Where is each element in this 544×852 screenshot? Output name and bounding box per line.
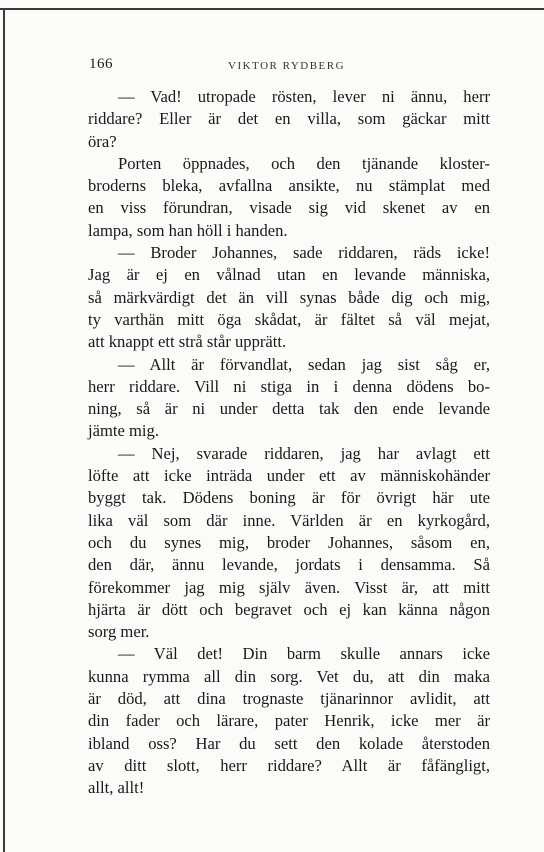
text-line: en viss förundran, visade sig vid skenet av en: [88, 198, 490, 218]
text-line: jämte mig.: [88, 421, 159, 441]
text-line: så märkvärdigt det än vill synas både dig och mig,: [88, 287, 490, 307]
text-line: den där, ännu levande, jordats i densamma. Så: [88, 555, 490, 575]
text-line: av ditt slott, herr riddare? Allt är fåfängligt,: [88, 755, 490, 775]
text-line: löfte att icke inträda under ett av människohänder: [88, 466, 490, 486]
text-line: hjärta är dött och begravet och ej kan känna någon: [88, 599, 490, 619]
text-line: ning, så är ni under detta tak den ende levande: [88, 399, 490, 419]
text-line: kunna rymma all din sorg. Vet du, att din maka: [88, 666, 490, 686]
text-line: lampa, som han höll i handen.: [88, 220, 288, 240]
text-line: din fader och lärare, pater Henrik, icke mer är: [88, 711, 490, 731]
text-line: herr riddare. Vill ni stiga in i denna dödens bo-: [88, 376, 490, 396]
text-line: riddare? Eller är det en villa, som gäckar mitt: [88, 109, 490, 129]
text-line: broderns bleka, avfallna ansikte, nu stämplat med: [88, 176, 490, 196]
page-top-edge: [0, 8, 544, 10]
text-line: är död, att dina trognaste tjänarinnor avlidit, att: [88, 689, 490, 709]
text-line: lika väl som där inne. Världen är en kyrkogård,: [88, 510, 490, 530]
text-line: — Allt är förvandlat, sedan jag sist såg er,: [118, 354, 490, 374]
text-line: — Broder Johannes, sade riddaren, räds icke!: [118, 243, 490, 263]
page-number: 166: [89, 56, 113, 72]
text-line: — Vad! utropade rösten, lever ni ännu, herr: [118, 87, 490, 106]
text-line: och du synes mig, broder Johannes, såsom en,: [88, 532, 490, 552]
body-text: [88, 86, 490, 800]
text-line: byggt tak. Dödens boning är för övrigt här ute: [88, 488, 490, 508]
text-line: att knappt ett strå står upprätt.: [88, 332, 287, 352]
text-line: förekommer jag mig själv även. Visst är, att mitt: [88, 577, 490, 597]
text-line: öra?: [88, 131, 117, 151]
text-line: ty varthän mitt öga skådat, är fältet så väl mejat,: [88, 309, 490, 329]
text-line: Jag är ej en vålnad utan en levande människa,: [88, 265, 490, 285]
page-left-edge: [3, 8, 5, 852]
text-line: sorg mer.: [88, 622, 150, 642]
text-line: — Nej, svarade riddaren, jag har avlagt ett: [118, 443, 490, 463]
text-line: ibland oss? Har du sett den kolade återstoden: [88, 733, 490, 753]
text-line: allt, allt!: [88, 778, 145, 798]
running-head: VIKTOR RYDBERG: [228, 60, 346, 72]
text-line: — Väl det! Din barm skulle annars icke: [118, 644, 490, 664]
text-line: Porten öppnades, och den tjänande kloster-: [118, 153, 490, 173]
